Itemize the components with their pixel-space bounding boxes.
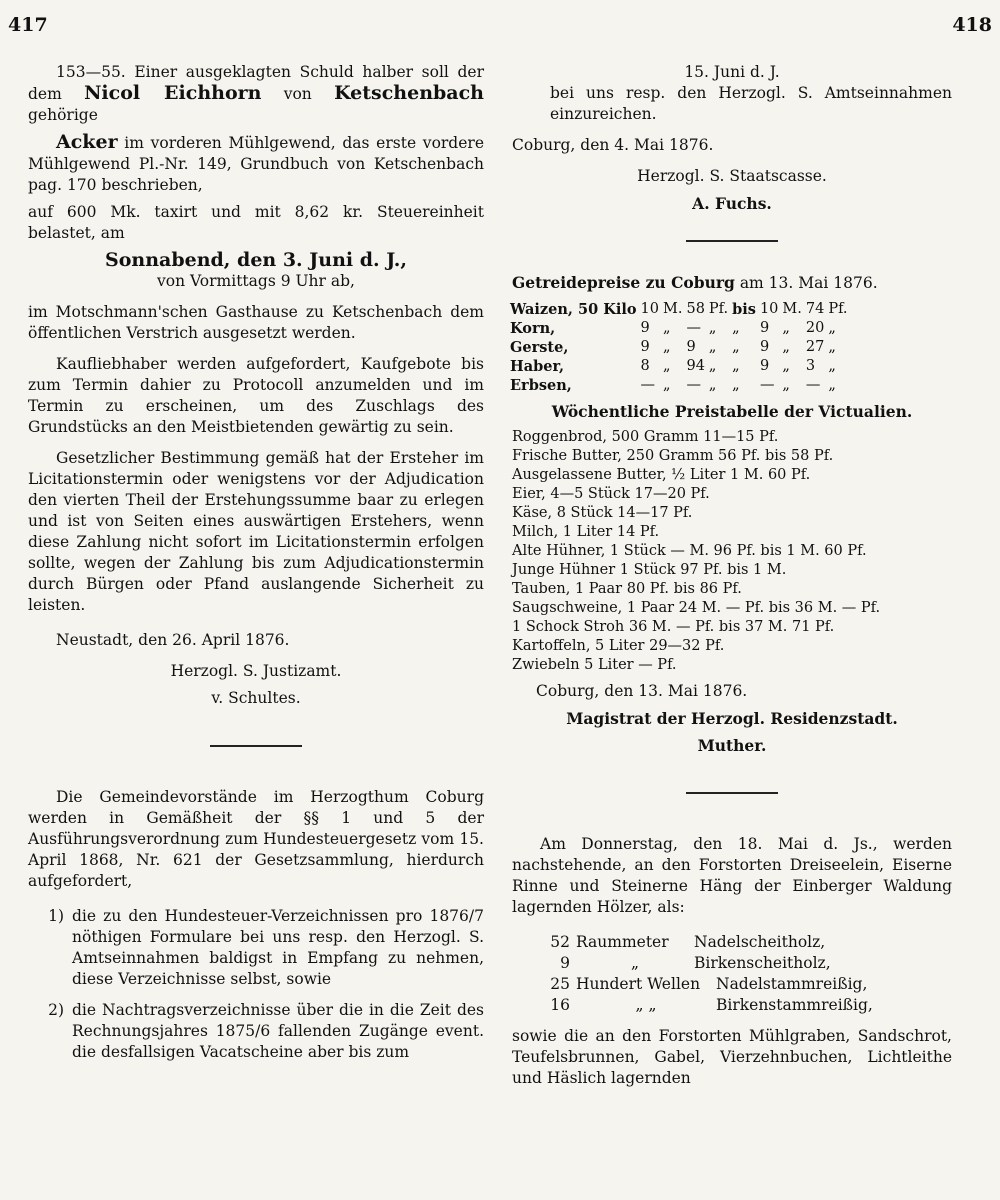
acker-label: Acker xyxy=(56,131,118,153)
victuals-office: Magistrat der Herzogl. Residenzstadt. xyxy=(566,709,898,728)
owner-name: Nicol Eichhorn xyxy=(84,82,262,104)
list-item: 25 Hundert Wellen Nadelstammreißig, xyxy=(550,975,868,993)
victuals-signature: Muther. xyxy=(697,736,767,755)
list-item: Tauben, 1 Paar 80 Pf. bis 86 Pf. xyxy=(512,581,742,597)
list-item: 9 „ Birkenscheitholz, xyxy=(560,954,831,972)
grain-price-table xyxy=(510,300,852,395)
list-item: Käse, 8 Stück 14—17 Pf. xyxy=(512,505,693,521)
table-row: Gerste, 9 „ 9 „ „ 9 „ 27 „ xyxy=(510,339,836,356)
auction-place-date: Neustadt, den 26. April 1876. xyxy=(56,631,290,649)
grain-prices xyxy=(512,272,952,395)
list-item: Roggenbrod, 500 Gramm 11—15 Pf. xyxy=(512,429,779,445)
auction-signature: v. Schultes. xyxy=(211,689,301,707)
auction-notice xyxy=(28,62,484,709)
auction-date-heading: Sonnabend, den 3. Juni d. J., xyxy=(105,249,407,271)
divider xyxy=(686,240,778,242)
page-number-right: 418 xyxy=(952,14,992,36)
list-item: Ausgelassene Butter, ½ Liter 1 M. 60 Pf. xyxy=(512,467,811,483)
owner-place: Ketschenbach xyxy=(334,82,484,104)
victuals-prices xyxy=(512,401,952,756)
law-paragraph: Gesetzlicher Bestimmung gemäß hat der Ersteher im Licitationstermin oder wenigstens vor der Adjudication den vierten Theil der Erstehungssumme baar zu erlegen und ist von Seiten eines auswärtigen Erstehers, wenn diese Zahlung nicht sofort im Licitationstermin erfolgen sollte, wegen der Zahlung bis zum Adjudicationstermin durch Bürgen oder Pfand auslangende Sicherheit zu leisten. xyxy=(28,449,484,614)
list-item: 52 Raummeter Nadelscheitholz, xyxy=(550,933,826,951)
list-item: Milch, 1 Liter 14 Pf. xyxy=(512,524,660,540)
list-item: Zwiebeln 5 Liter — Pf. xyxy=(512,657,677,673)
right-column xyxy=(512,62,952,1089)
acker-description: Acker im vorderen Mühlgewend, das erste vordere Mühlgewend Pl.-Nr. 149, Grundbuch von Ketschenbach pag. 170 beschrieben, xyxy=(28,131,484,194)
list-item: Kartoffeln, 5 Liter 29—32 Pf. xyxy=(512,638,725,654)
table-row: Haber, 8 „ 94 „ „ 9 „ 3 „ xyxy=(510,358,836,375)
list-item: 16 „ „ Birkenstammreißig, xyxy=(550,996,873,1014)
treasury-office: Herzogl. S. Staatscasse. xyxy=(637,167,827,185)
table-row: Erbsen, — „ — „ „ — „ — „ xyxy=(510,377,836,394)
wood-auction-notice xyxy=(512,834,952,1089)
divider xyxy=(210,745,302,747)
victuals-place-date: Coburg, den 13. Mai 1876. xyxy=(536,682,748,700)
auction-location: im Motschmann'schen Gasthause zu Ketschenbach dem öffentlichen Verstrich ausgesetzt werden. xyxy=(28,303,484,342)
buyers-paragraph: Kaufliebhaber werden aufgefordert, Kaufgebote bis zum Termin dahier zu Protocoll anzumelden und im Termin zu erscheinen, um des Zuschlags des Grundstücks an den Meistbietenden gewärtig zu sein. xyxy=(28,355,484,436)
treasury-notice xyxy=(512,62,952,214)
grain-heading: Getreidepreise zu Coburg am 13. Mai 1876. xyxy=(512,273,878,292)
left-column xyxy=(28,62,484,1063)
list-item: Alte Hühner, 1 Stück — M. 96 Pf. bis 1 M. 60 Pf. xyxy=(512,543,867,559)
deadline-date: 15. Juni d. J. xyxy=(684,63,780,81)
list-item: 2) die Nachtragsverzeichnisse über die in die Zeit des Rechnungsjahres 1875/6 fallenden Zugänge event. die desfallsigen Vacatscheine aber bis zum xyxy=(48,1001,484,1061)
list-item: 1 Schock Stroh 36 M. — Pf. bis 37 M. 71 Pf. xyxy=(512,619,835,635)
list-item: Frische Butter, 250 Gramm 56 Pf. bis 58 Pf. xyxy=(512,448,834,464)
treasury-signature: A. Fuchs. xyxy=(692,194,772,213)
table-row: Korn, 9 „ — „ „ 9 „ 20 „ xyxy=(510,320,836,337)
list-item: Eier, 4—5 Stück 17—20 Pf. xyxy=(512,486,710,502)
deadline-text: bei uns resp. den Herzogl. S. Amtseinnahmen einzureichen. xyxy=(550,84,952,123)
list-item: Junge Hühner 1 Stück 97 Pf. bis 1 M. xyxy=(512,562,787,578)
wood-intro: Am Donnerstag, den 18. Mai d. Js., werden nachstehende, an den Forstorten Dreiseelein, Eiserne Rinne und Steinerne Häng der Einberger Waldung lagernden Hölzer, als: xyxy=(512,835,952,916)
dog-tax-notice xyxy=(28,787,484,1063)
table-row: Waizen, 50 Kilo 10 M. 58 Pf. bis 10 M. 74 Pf. xyxy=(510,301,848,318)
victuals-heading: Wöchentliche Preistabelle der Victualien. xyxy=(551,402,913,421)
auction-intro: 153—55. Einer ausgeklagten Schuld halber soll der dem Nicol Eichhorn von Ketschenbach gehörige xyxy=(28,63,484,124)
auction-office: Herzogl. S. Justizamt. xyxy=(170,662,342,680)
auction-time: von Vormittags 9 Uhr ab, xyxy=(157,272,355,290)
list-item: Saugschweine, 1 Paar 24 M. — Pf. bis 36 M. — Pf. xyxy=(512,600,881,616)
treasury-place-date: Coburg, den 4. Mai 1876. xyxy=(512,136,714,154)
taxation-text: auf 600 Mk. taxirt und mit 8,62 kr. Steuereinheit belastet, am xyxy=(28,203,484,242)
dog-tax-intro: Die Gemeindevorstände im Herzogthum Coburg werden in Gemäßheit der §§ 1 und 5 der Ausführungsverordnung zum Hundesteuergesetz vom 15. April 1868, Nr. 621 der Gesetzsammlung, hierdurch aufgefordert, xyxy=(28,788,484,890)
divider xyxy=(686,792,778,794)
page-number-left: 417 xyxy=(8,14,48,36)
wood-closing: sowie die an den Forstorten Mühlgraben, Sandschrot, Teufelsbrunnen, Gabel, Vierzehnbuchen, Lichtleithe und Häslich lagernden xyxy=(512,1027,952,1087)
list-item: 1) die zu den Hundesteuer-Verzeichnissen pro 1876/7 nöthigen Formulare bei uns resp. den Herzogl. S. Amtseinnahmen baldigst in Empfang zu nehmen, diese Verzeichnisse selbst, sowie xyxy=(48,907,484,988)
